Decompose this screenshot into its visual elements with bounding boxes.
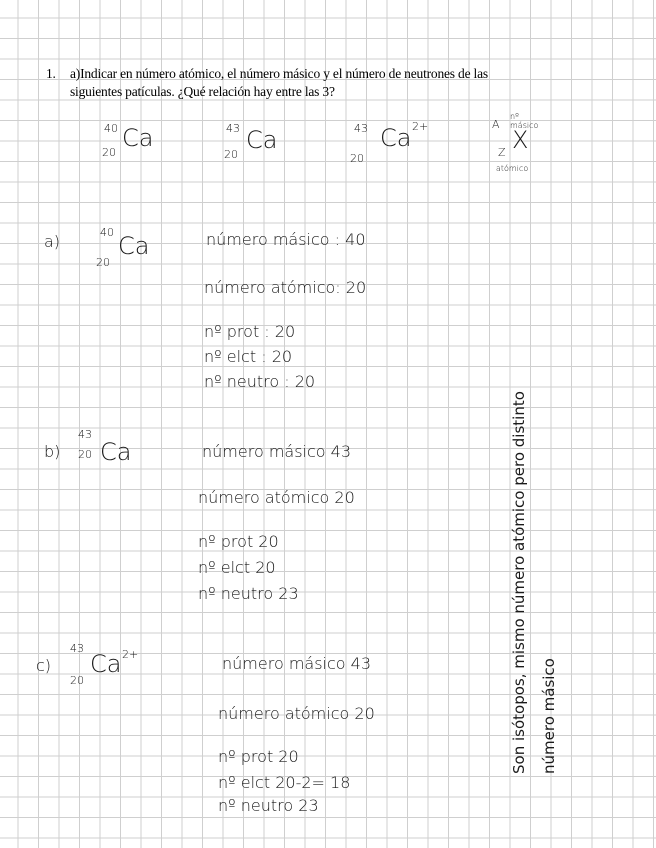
part-b-line-3: nº prot 20 [198, 532, 279, 551]
part-b-label: b) [44, 442, 61, 461]
part-b-line-4: nº elct 20 [198, 558, 276, 577]
legend-symbol: X [512, 126, 529, 154]
mass-number: 43 [70, 642, 84, 655]
element-symbol: Ca [90, 650, 122, 678]
legend-atomic-letter: Z [498, 146, 506, 159]
atomic-number: 20 [350, 152, 364, 165]
atomic-number: 20 [102, 146, 116, 159]
part-a-line-4: nº elct : 20 [204, 347, 293, 366]
element-symbol: Ca [118, 232, 150, 260]
part-a-label: a) [44, 232, 61, 251]
element-symbol: Ca [100, 438, 132, 466]
part-c-line-3: nº prot 20 [218, 747, 299, 766]
element-symbol: Ca [380, 124, 412, 152]
mass-number: 40 [100, 226, 114, 239]
part-b-line-5: nº neutro 23 [198, 584, 299, 603]
part-b-line-1: número másico 43 [202, 442, 352, 461]
part-a-line-1: número másico : 40 [206, 230, 366, 249]
atomic-number: 20 [96, 256, 110, 269]
question-number: 1. [46, 66, 56, 81]
mass-number: 43 [226, 122, 240, 135]
part-a-line-3: nº prot : 20 [204, 322, 296, 341]
mass-number: 40 [104, 122, 118, 135]
part-c-label: c) [36, 656, 52, 675]
part-c-line-2: número atómico 20 [218, 704, 375, 723]
ion-charge: 2+ [412, 120, 429, 133]
ion-charge: 2+ [122, 648, 139, 661]
legend-atomic-note: atómico [496, 164, 529, 173]
part-a-line-2: número atómico: 20 [204, 278, 367, 297]
legend-mass-note: nº másico [510, 112, 539, 130]
question-line-2: siguientes patículas. ¿Qué relación hay entre las 3? [70, 84, 335, 99]
atomic-number: 20 [78, 448, 92, 461]
side-note-column-1: Son isótopos, mismo número atómico pero distinto [510, 391, 528, 774]
atomic-number: 20 [70, 674, 84, 687]
part-c-line-4: nº elct 20-2= 18 [218, 773, 351, 792]
part-a-line-5: nº neutro : 20 [204, 372, 316, 391]
atomic-number: 20 [224, 148, 238, 161]
question-line-1: a)Indicar en número atómico, el número másico y el número de neutrones de las [70, 66, 488, 81]
part-c-line-5: nº neutro 23 [218, 796, 319, 815]
part-b-line-2: número atómico 20 [198, 488, 355, 507]
element-symbol: Ca [122, 124, 154, 152]
side-note-column-2: número másico [540, 658, 558, 774]
part-c-line-1: número másico 43 [222, 654, 372, 673]
legend-mass-letter: A [492, 118, 500, 131]
element-symbol: Ca [246, 126, 278, 154]
mass-number: 43 [78, 428, 92, 441]
mass-number: 43 [354, 122, 368, 135]
